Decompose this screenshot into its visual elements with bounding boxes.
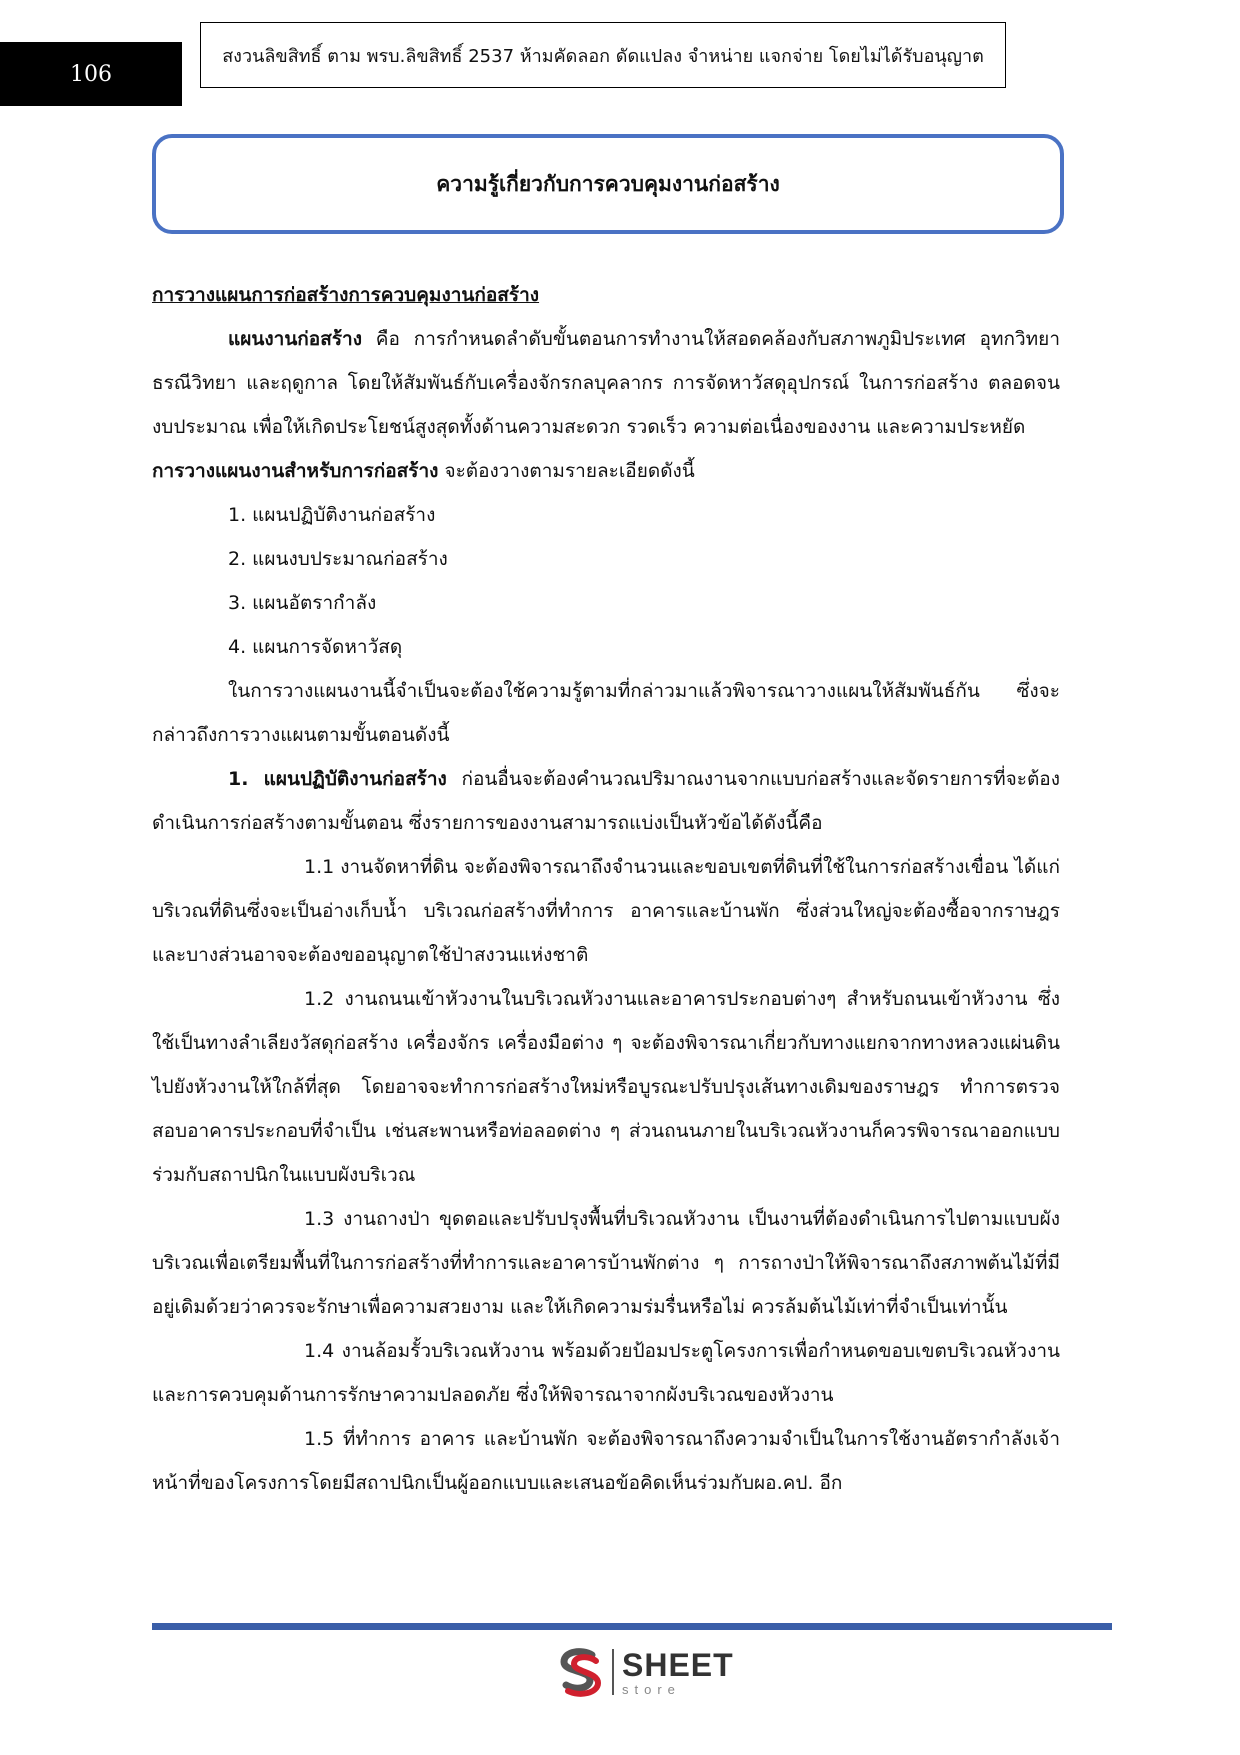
paragraph-construction-plan <box>152 317 1060 449</box>
subsection-1-5: 1.5 ที่ทำการ อาคาร และบ้านพัก จะต้องพิจารณาถึงความจำเป็นในการใช้งานอัตรากำลังเจ้าหน้าที่ของโครงการโดยมีสถาปนิกเป็นผู้ออกแบบและเสนอข้อคิดเห็นร่วมกับผอ.คป. อีก <box>152 1428 1060 1494</box>
copyright-notice: สงวนลิขสิทธิ์ ตาม พรบ.ลิขสิทธิ์ 2537 ห้ามคัดลอก ดัดแปลง จำหน่าย แจกจ่าย โดยไม่ได้รับอนุญาต <box>200 22 1006 88</box>
logo-text <box>622 1646 734 1697</box>
list-item: 4. แผนการจัดหาวัสดุ <box>228 636 403 658</box>
footer-divider <box>152 1623 1112 1630</box>
term-planning: การวางแผนงานสำหรับการก่อสร้าง <box>152 460 439 482</box>
paragraph-planning-details <box>152 449 1060 493</box>
list-item: 3. แผนอัตรากำลัง <box>228 592 377 614</box>
page-title: ความรู้เกี่ยวกับการควบคุมงานก่อสร้าง <box>152 134 1064 234</box>
paragraph-operation-plan <box>152 757 1060 845</box>
logo-subtitle: store <box>622 1681 681 1697</box>
sheet-store-logo <box>552 1643 734 1701</box>
subsection-1-4: 1.4 งานล้อมรั้วบริเวณหัวงาน พร้อมด้วยป้อมประตูโครงการเพื่อกำหนดขอบเขตบริเวณหัวงานและการควบคุมด้านการรักษาความปลอดภัย ซึ่งให้พิจารณาจากผังบริเวณของหัวงาน <box>152 1340 1060 1406</box>
paragraph-text: คือ การกำหนดลำดับขั้นตอนการทำงานให้สอดคล้องกับสภาพภูมิประเทศ อุทกวิทยา ธรณีวิทยา และฤดูกาล โดยให้สัมพันธ์กับเครื่องจักรกลบุคลากร การจัดหาวัสดุอุปกรณ์ ในการก่อสร้าง ตลอดจนงบประมาณ เพื่อให้เกิดประโยชน์สูงสุดทั้งด้านความสะดวก รวดเร็ว ความต่อเนื่องของงาน และความประหยัด <box>152 328 1060 438</box>
subsection-1-1: 1.1 งานจัดหาที่ดิน จะต้องพิจารณาถึงจำนวนและขอบเขตที่ดินที่ใช้ในการก่อสร้างเขื่อน ได้แก่ บริเวณที่ดินซึ่งจะเป็นอ่างเก็บน้ำ บริเวณก่อสร้างที่ทำการ อาคารและบ้านพัก ซึ่งส่วนใหญ่จะต้องซื้อจากราษฎร และบางส่วนอาจจะต้องขออนุญาตใช้ป่าสงวนแห่งชาติ <box>152 856 1060 966</box>
term-construction-plan: แผนงานก่อสร้าง <box>228 328 362 350</box>
logo-word: SHEET <box>622 1646 734 1683</box>
list-item: 2. แผนงบประมาณก่อสร้าง <box>228 548 448 570</box>
paragraph-text: ก่อนอื่นจะต้องคำนวณปริมาณงานจากแบบก่อสร้างและจัดรายการที่จะต้องดำเนินการก่อสร้างตามขั้นตอน ซึ่งรายการของงานสามารถแบ่งเป็นหัวข้อได้ดังนี้คือ <box>152 768 1060 834</box>
sheet-store-s-logo-icon <box>552 1645 606 1699</box>
section-heading: การวางแผนการก่อสร้างการควบคุมงานก่อสร้าง <box>152 284 540 306</box>
term-operation-plan: 1. แผนปฏิบัติงานก่อสร้าง <box>228 768 447 790</box>
subsection-1-3: 1.3 งานถางป่า ขุดตอและปรับปรุงพื้นที่บริเวณหัวงาน เป็นงานที่ต้องดำเนินการไปตามแบบผังบริเวณเพื่อเตรียมพื้นที่ในการก่อสร้างที่ทำการและอาคารบ้านพักต่าง ๆ การถางป่าให้พิจารณาถึงสภาพต้นไม้ที่มีอยู่เดิมด้วยว่าควรจะรักษาเพื่อความสวยงาม และให้เกิดความร่มรื่นหรือไม่ ควรล้มต้นไม้เท่าที่จำเป็นเท่านั้น <box>152 1208 1060 1318</box>
page-number: 106 <box>0 42 182 106</box>
paragraph-intro-steps: ในการวางแผนงานนี้จำเป็นจะต้องใช้ความรู้ตามที่กล่าวมาแล้วพิจารณาวางแผนให้สัมพันธ์กัน ซึ่งจะกล่าวถึงการวางแผนตามขั้นตอนดังนี้ <box>152 680 1060 746</box>
document-body <box>152 273 1060 1505</box>
subsection-1-2: 1.2 งานถนนเข้าหัวงานในบริเวณหัวงานและอาคารประกอบต่างๆ สำหรับถนนเข้าหัวงาน ซึ่งใช้เป็นทางลำเลียงวัสดุก่อสร้าง เครื่องจักร เครื่องมือต่าง ๆ จะต้องพิจารณาเกี่ยวกับทางแยกจากทางหลวงแผ่นดิน ไปยังหัวงานให้ใกล้ที่สุด โดยอาจจะทำการก่อสร้างใหม่หรือบูรณะปรับปรุงเส้นทางเดิมของราษฎร ทำการตรวจสอบอาคารประกอบที่จำเป็น เช่นสะพานหรือท่อลอดต่าง ๆ ส่วนถนนภายในบริเวณหัวงานก็ควรพิจารณาออกแบบร่วมกับสถาปนิกในแบบผังบริเวณ <box>152 988 1060 1186</box>
paragraph-text: จะต้องวางตามรายละเอียดดังนี้ <box>438 460 695 482</box>
list-item: 1. แผนปฏิบัติงานก่อสร้าง <box>228 504 436 526</box>
logo-divider <box>612 1649 614 1695</box>
